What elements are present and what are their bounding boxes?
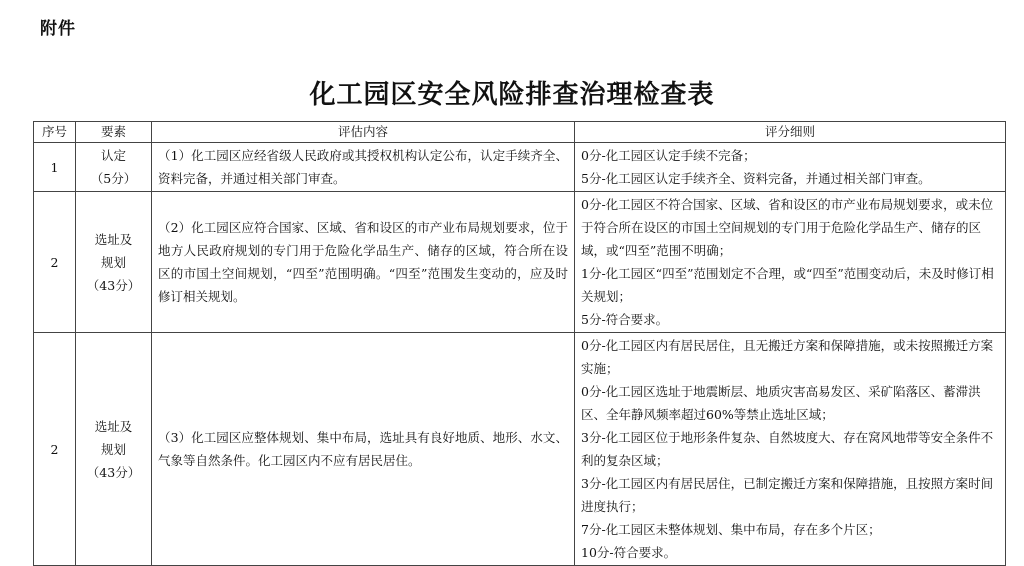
row-scoring [575,143,1006,192]
scoring-item: 5分-符合要求。 [581,312,669,327]
row-element [76,192,152,333]
row-scoring [575,192,1006,333]
table-header-row [34,122,1006,143]
row-element [76,143,152,192]
row-element-line: 选址及 [94,231,133,247]
table-row [34,143,1006,192]
scoring-item: 3分-化工园区位于地形条件复杂、自然坡度大、存在窝风地带等安全条件不利的复杂区域； [581,430,994,468]
attachment-label: 附件 [40,19,76,39]
scoring-item: 0分-化工园区不符合国家、区域、省和设区的市产业布局规划要求，或未位于符合所在设区的市国土空间规划的专门用于危险化学品生产、储存的区域，或“四至”范围不明确； [581,197,994,258]
column-header-index: 序号 [34,122,76,143]
row-element-line: 规划 [100,441,126,457]
row-scoring [575,333,1006,566]
table-row [34,192,1006,333]
row-element-line: 选址及 [94,418,133,434]
row-element [76,333,152,566]
row-content: （2）化工园区应符合国家、区域、省和设区的市产业布局规划要求，位于地方人民政府规划的专门用于危险化学品生产、储存的区域，符合所在设区的市国土空间规划，“四至”范围明确。“四至”范围发生变动的，应及时修订相关规划。 [152,192,575,333]
document-title: 化工园区安全风险排查治理检查表 [309,80,715,110]
row-element-line: 认定 [100,148,126,163]
row-element-line: 规划 [100,254,126,270]
inspection-table [33,121,1006,566]
row-index: 2 [34,192,76,333]
row-element-line: （43分） [86,464,141,480]
column-header-scoring: 评分细则 [575,122,1006,143]
scoring-item: 10分-符合要求。 [581,545,677,560]
row-content: （1）化工园区应经省级人民政府或其授权机构认定公布，认定手续齐全、资料完备，并通过相关部门审查。 [152,143,575,192]
scoring-item: 0分-化工园区内有居民居住，且无搬迁方案和保障措施，或未按照搬迁方案实施； [581,338,994,376]
row-index: 1 [34,143,76,192]
column-header-content: 评估内容 [152,122,575,143]
scoring-item: 3分-化工园区内有居民居住，已制定搬迁方案和保障措施，且按照方案时间进度执行； [581,476,994,514]
scoring-item: 1分-化工园区“四至”范围划定不合理，或“四至”范围变动后，未及时修订相关规划； [581,266,994,304]
row-element-line: （5分） [90,171,137,186]
scoring-item: 0分-化工园区选址于地震断层、地质灾害高易发区、采矿陷落区、蓄滞洪区、全年静风频率超过60%等禁止选址区域； [581,384,981,422]
scoring-item: 5分-化工园区认定手续齐全、资料完备，并通过相关部门审查。 [581,171,931,186]
row-element-line: （43分） [86,277,141,293]
row-content: （3）化工园区应整体规划、集中布局，选址具有良好地质、地形、水文、气象等自然条件。化工园区内不应有居民居住。 [152,333,575,566]
scoring-item: 7分-化工园区未整体规划、集中布局，存在多个片区； [581,522,881,537]
column-header-element: 要素 [76,122,152,143]
table-row [34,333,1006,566]
row-index: 2 [34,333,76,566]
scoring-item: 0分-化工园区认定手续不完备； [581,148,756,163]
